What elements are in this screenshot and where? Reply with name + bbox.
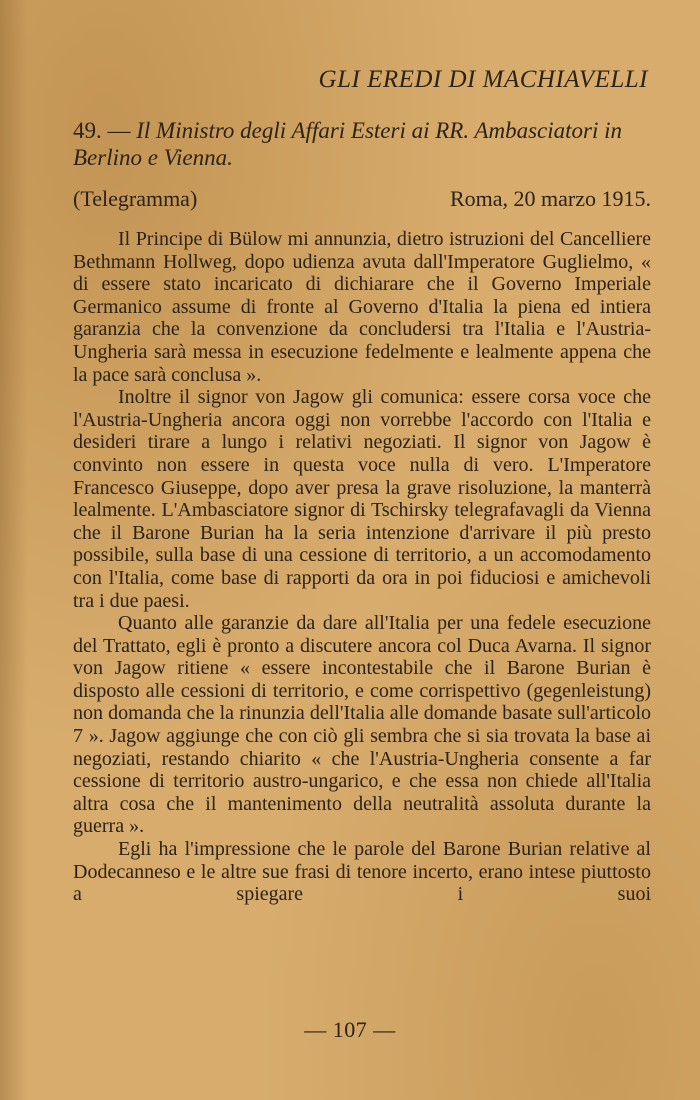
page-number: — 107 — xyxy=(304,1017,396,1042)
paragraph: Quanto alle garanzie da dare all'Italia per una fedele esecuzione del Trattato, egli è pronto a discutere ancora col Duca Avarna. Il signor von Jagow ritiene « essere incontestabile che il Barone Burian è disposto alle cessioni di territorio, e come corrispettivo (gegenleistung) non domanda che la rinunzia dell'Italia alle domande basate sull'articolo 7 ». Jagow aggiunge che con ciò gli sembra che si sia trovata la base ai negoziati, restando chiarito « che l'Austria-Ungheria consente a far cessione di territorio austro-ungarico, e che essa non chiede all'Italia altra cosa che il mantenimento della neutralità assoluta durante la guerra ». xyxy=(73,612,651,838)
document-number: 49. — xyxy=(73,118,131,143)
document-type: (Telegramma) xyxy=(73,186,198,211)
paragraph: Il Principe di Bülow mi annunzia, dietro istruzioni del Cancelliere Bethmann Hollweg, dopo udienza avuta dall'Imperatore Guglielmo, « di essere stato incaricato di dichiarare che il Governo Imperiale Germanico assume di fronte al Governo d'Italia la piena ed intiera garanzia che la convenzione da concludersi tra l'Italia e l'Austria-Ungheria sarà messa in esecuzione fedelmente e lealmente appena che la pace sarà conclusa ». xyxy=(73,228,651,386)
document-title: Il Ministro degli Affari Esteri ai RR. Ambasciatori in Berlino e Vienna. xyxy=(73,118,623,170)
paragraph: Inoltre il signor von Jagow gli comunica: essere corsa voce che l'Austria-Ungheria ancora oggi non vorrebbe l'accordo con l'Italia e desideri tirare a lungo i relativi negoziati. Il signor von Jagow è convinto non essere in questa voce nulla di vero. L'Imperatore Francesco Giuseppe, dopo aver presa la grave risoluzione, la manterrà lealmente. L'Ambasciatore signor di Tschirsky telegrafavagli da Vienna che il Barone Burian ha la seria intenzione d'arrivare il più presto possibile, sulla base di una cessione di territorio, a un accomodamento con l'Italia, come base di rapporti da ora in poi fiduciosi e amichevoli tra i due paesi. xyxy=(73,386,651,612)
body-text xyxy=(73,228,651,906)
document-heading xyxy=(73,117,653,171)
document-meta xyxy=(73,186,651,212)
running-head: GLI EREDI DI MACHIAVELLI xyxy=(318,66,648,93)
document-place-date: Roma, 20 marzo 1915. xyxy=(449,186,651,211)
paragraph: Egli ha l'impressione che le parole del Barone Burian relative al Dodecanneso e le altre sue frasi di tenore incerto, erano intese piuttosto a spiegare i suoi xyxy=(73,838,651,906)
